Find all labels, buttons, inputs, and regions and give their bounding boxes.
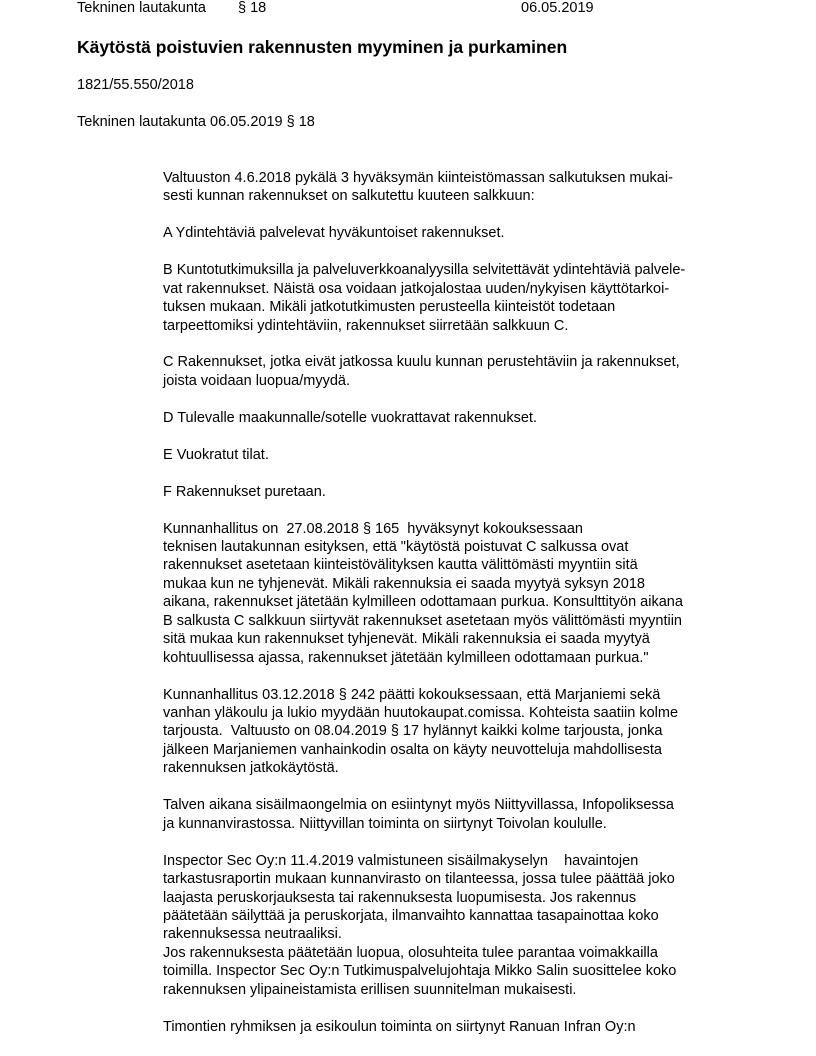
- text-line: Timontien ryhmiksen ja esikoulun toiminta on siirtynyt Ranuan Infran Oy:n: [163, 1018, 636, 1035]
- text-line: Jos rakennuksesta päätetään luopua, olosuhteita tulee parantaa voimakkailla: [163, 944, 658, 961]
- text-line: D Tulevalle maakunnalle/sotelle vuokrattavat rakennukset.: [163, 409, 537, 426]
- text-line: joista voidaan luopua/myydä.: [163, 372, 351, 389]
- text-line: toimilla. Inspector Sec Oy:n Tutkimuspalvelujohtaja Mikko Salin suosittelee koko: [163, 963, 677, 980]
- text-line: mukaa kun ne tyhjenevät. Mikäli rakennuksia ei saada myytyä syksyn 2018: [163, 575, 645, 592]
- header-section: § 18: [238, 0, 267, 16]
- text-line: ja kunnanvirastossa. Niittyvillan toiminta on siirtynyt Toivolan koululle.: [163, 815, 607, 832]
- paragraph: [163, 483, 763, 501]
- text-line: Inspector Sec Oy:n 11.4.2019 valmistuneen sisäilmakyselyn havaintojen: [163, 852, 639, 869]
- text-line: Kunnanhallitus 03.12.2018 § 242 päätti kokouksessaan, että Marjaniemi sekä: [163, 686, 661, 703]
- text-line: F Rakennukset puretaan.: [163, 483, 326, 500]
- paragraph: [163, 169, 763, 206]
- paragraph: [163, 353, 763, 390]
- text-line: vanhan yläkoulu ja lukio myydään huutokaupat.comissa. Kohteista saatiin kolme: [163, 705, 679, 722]
- paragraph: [163, 520, 763, 668]
- text-line: C Rakennukset, jotka eivät jatkossa kuulu kunnan perustehtäviin ja rakennukset,: [163, 354, 680, 371]
- document-body: [163, 169, 763, 1055]
- text-line: rakennuksen jatkokäytöstä.: [163, 760, 339, 777]
- text-line: rakennukset asetetaan kiinteistövälityksen kautta välittömästi myyntiin sitä: [163, 557, 638, 574]
- text-line: jälkeen Marjaniemen vanhainkodin osalta on käyty neuvotteluja mahdollisesta: [163, 741, 662, 758]
- text-line: kohtuullisessa ajassa, rakennukset jätetään kylmilleen odottamaan purkua.": [163, 649, 649, 666]
- text-line: aikana, rakennukset jätetään kylmilleen odottamaan purkua. Konsulttityön aikana: [163, 594, 683, 611]
- text-line: vat rakennukset. Näistä osa voidaan jatkojalostaa uuden/nykyisen käyttötarkoi-: [163, 280, 670, 297]
- header-organization: Tekninen lautakunta: [77, 0, 206, 16]
- text-line: tarkastusraportin mukaan kunnanvirasto on tilanteessa, jossa tulee päättää joko: [163, 871, 675, 888]
- text-line: Kunnanhallitus on 27.08.2018 § 165 hyväksynyt kokouksessaan: [163, 520, 583, 537]
- text-line: E Vuokratut tilat.: [163, 446, 269, 463]
- paragraph: [163, 224, 763, 242]
- text-line: tarpeettomiksi ydintehtäviin, rakennukset siirretään salkkuun C.: [163, 317, 569, 334]
- reference-number: 1821/55.550/2018: [77, 77, 194, 93]
- text-line: laajasta peruskorjauksesta tai rakennuksesta luopumisesta. Jos rakennus: [163, 889, 637, 906]
- paragraph: [163, 409, 763, 427]
- text-line: tarjousta. Valtuusto on 08.04.2019 § 17 hylännyt kaikki kolme tarjousta, jonka: [163, 723, 663, 740]
- text-line: teknisen lautakunnan esityksen, että "käytöstä poistuvat C salkussa ovat: [163, 538, 629, 555]
- text-line: A Ydintehtäviä palvelevat hyväkuntoiset rakennukset.: [163, 225, 505, 242]
- text-line: rakennuksen ylipaineistamista erillisen suunnitelman mukaisesti.: [163, 981, 577, 998]
- paragraph: [163, 1018, 763, 1036]
- text-line: rakennuksessa neutraaliksi.: [163, 926, 342, 943]
- meeting-heading: Tekninen lautakunta 06.05.2019 § 18: [77, 114, 315, 130]
- paragraph: [163, 796, 763, 833]
- text-line: B salkusta C salkkuun siirtyvät rakennukset asetetaan myös välittömästi myyntiin: [163, 612, 682, 629]
- text-line: B Kuntotutkimuksilla ja palveluverkkoanalyysilla selvitettävät ydintehtäviä palvele-: [163, 262, 686, 279]
- document-title: Käytöstä poistuvien rakennusten myyminen ja purkaminen: [77, 37, 568, 57]
- text-line: sitä mukaa kun rakennukset tyhjenevät. Mikäli rakennuksia ei saada myytyä: [163, 631, 650, 648]
- text-line: sesti kunnan rakennukset on salkutettu kuuteen salkkuun:: [163, 188, 535, 205]
- paragraph: [163, 261, 763, 335]
- header-date: 06.05.2019: [521, 0, 594, 16]
- text-line: Valtuuston 4.6.2018 pykälä 3 hyväksymän kiinteistömassan salkutuksen mukai-: [163, 170, 673, 186]
- text-line: tuksen mukaan. Mikäli jatkotutkimusten perusteella kiinteistöt todetaan: [163, 299, 616, 316]
- paragraph: [163, 852, 763, 1000]
- text-line: Talven aikana sisäilmaongelmia on esiintynyt myös Niittyvillassa, Infopoliksessa: [163, 797, 674, 814]
- paragraph: [163, 686, 763, 778]
- paragraph: [163, 446, 763, 464]
- text-line: päätetään säilyttää ja peruskorjata, ilmanvaihto kannattaa tasapainottaa koko: [163, 907, 659, 924]
